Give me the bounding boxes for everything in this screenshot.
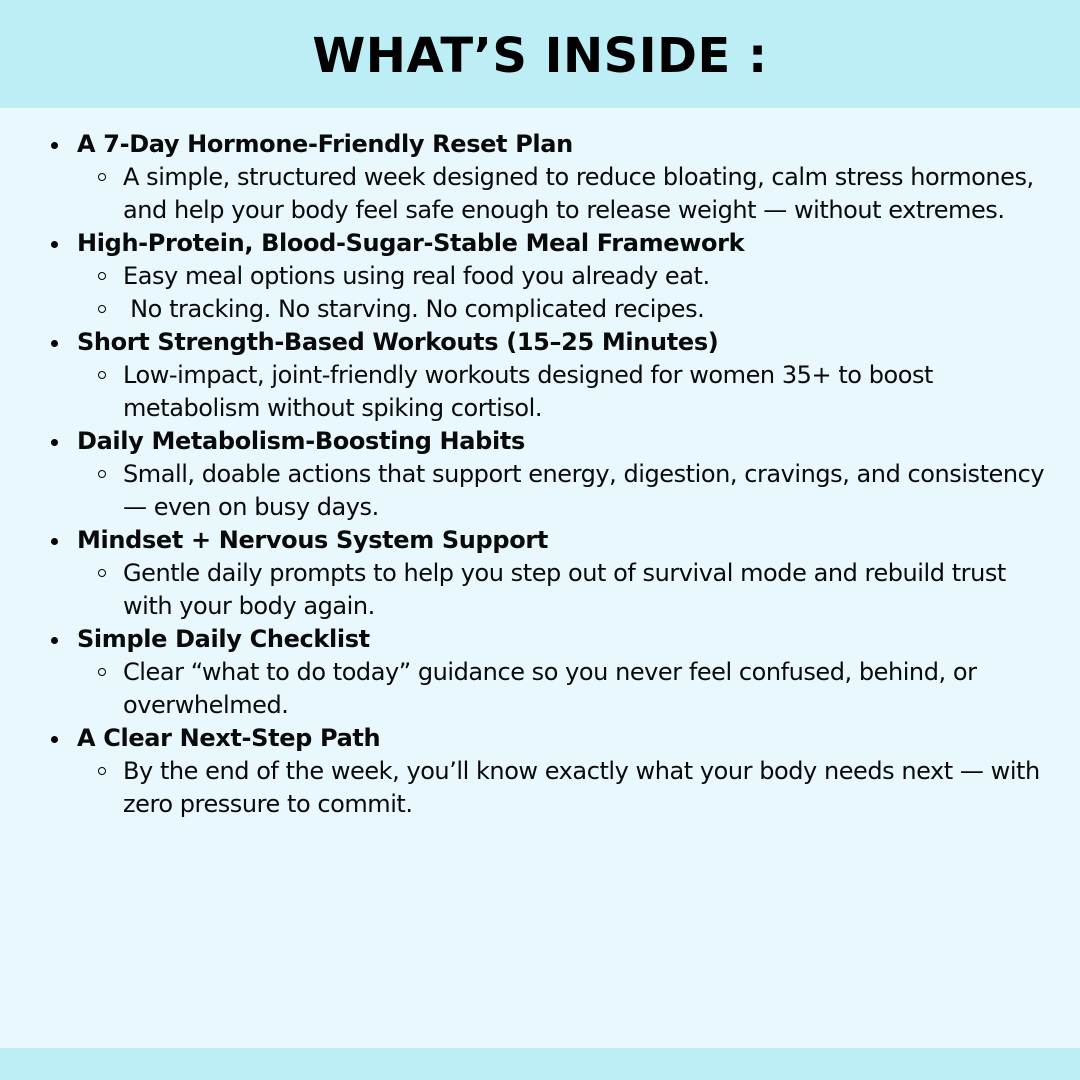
section-detail-text: Clear “what to do today” guidance so you never feel confused, behind, or overwhelmed. <box>123 658 977 719</box>
section-heading-text: Daily Metabolism-Boosting Habits <box>77 427 525 455</box>
section-heading <box>0 425 1080 458</box>
bullet-dot-icon <box>51 538 58 545</box>
section-detail <box>0 359 1080 425</box>
section-detail-text: Gentle daily prompts to help you step out of survival mode and rebuild trust with your body again. <box>123 559 1006 620</box>
footer-bar <box>0 1048 1080 1080</box>
section-heading <box>0 524 1080 557</box>
bullet-dot-icon <box>51 142 58 149</box>
hollow-circle-bullet-icon <box>98 272 106 280</box>
bullet-dot-icon <box>51 340 58 347</box>
section-detail <box>0 161 1080 227</box>
section-habits <box>0 425 1080 524</box>
section-next-step <box>0 722 1080 821</box>
section-meal-framework <box>0 227 1080 326</box>
hollow-circle-bullet-icon <box>98 371 106 379</box>
hollow-circle-bullet-icon <box>98 470 106 478</box>
bullet-dot-icon <box>51 241 58 248</box>
header-banner <box>0 0 1080 108</box>
section-detail <box>0 755 1080 821</box>
section-detail-text: No tracking. No starving. No complicated recipes. <box>123 295 705 323</box>
section-heading <box>0 128 1080 161</box>
section-heading-text: Short Strength-Based Workouts (15–25 Minutes) <box>77 328 719 356</box>
section-detail <box>0 458 1080 524</box>
section-heading-text: Mindset + Nervous System Support <box>77 526 548 554</box>
section-detail <box>0 260 1080 293</box>
section-heading <box>0 326 1080 359</box>
section-mindset <box>0 524 1080 623</box>
section-detail <box>0 293 1080 326</box>
hollow-circle-bullet-icon <box>98 668 106 676</box>
section-heading <box>0 227 1080 260</box>
section-reset-plan <box>0 128 1080 227</box>
bullet-dot-icon <box>51 736 58 743</box>
section-detail-text: By the end of the week, you’ll know exactly what your body needs next — with zero pressure to commit. <box>123 757 1040 818</box>
section-workouts <box>0 326 1080 425</box>
section-heading-text: A 7-Day Hormone-Friendly Reset Plan <box>77 130 573 158</box>
section-checklist <box>0 623 1080 722</box>
section-detail <box>0 656 1080 722</box>
section-detail-text: Easy meal options using real food you already eat. <box>123 262 710 290</box>
section-heading <box>0 722 1080 755</box>
hollow-circle-bullet-icon <box>98 569 106 577</box>
hollow-circle-bullet-icon <box>98 173 106 181</box>
section-detail-text: A simple, structured week designed to reduce bloating, calm stress hormones, and help your body feel safe enough to release weight — without extremes. <box>123 163 1034 224</box>
hollow-circle-bullet-icon <box>98 305 106 313</box>
section-heading-text: A Clear Next-Step Path <box>77 724 381 752</box>
bullet-dot-icon <box>51 439 58 446</box>
contents-list <box>0 128 1080 821</box>
section-heading <box>0 623 1080 656</box>
section-detail-text: Low-impact, joint-friendly workouts designed for women 35+ to boost metabolism without spiking cortisol. <box>123 361 933 422</box>
section-detail <box>0 557 1080 623</box>
section-detail-text: Small, doable actions that support energy, digestion, cravings, and consistency — even on busy days. <box>123 460 1045 521</box>
section-heading-text: High-Protein, Blood-Sugar-Stable Meal Framework <box>77 229 745 257</box>
page-title: WHAT’S INSIDE : <box>312 28 768 84</box>
bullet-dot-icon <box>51 637 58 644</box>
section-heading-text: Simple Daily Checklist <box>77 625 370 653</box>
hollow-circle-bullet-icon <box>98 767 106 775</box>
